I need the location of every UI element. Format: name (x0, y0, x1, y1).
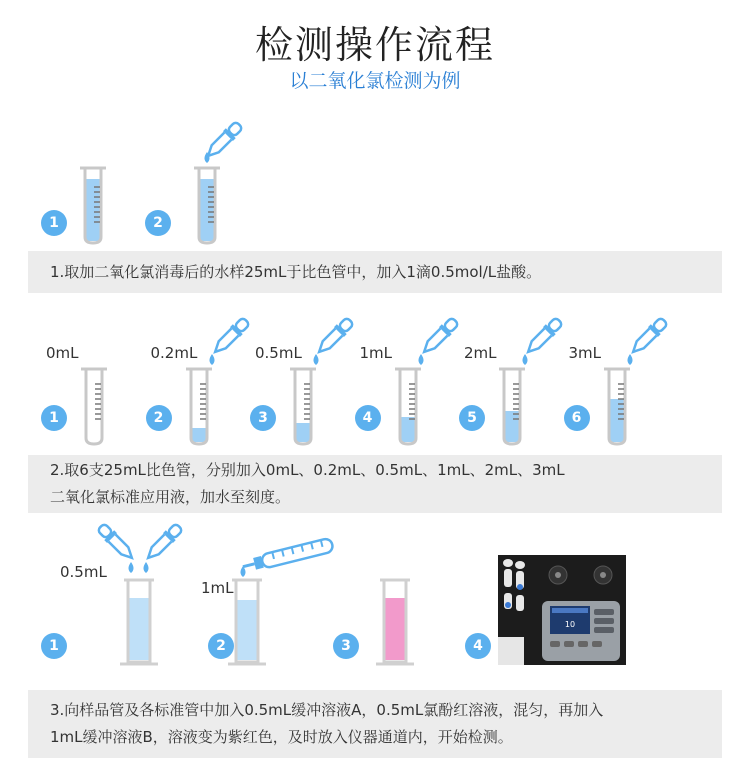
step2-text-line2: 二氧化氯标准应用液，加水至刻度。 (50, 488, 291, 506)
step1-instruction (28, 251, 722, 293)
step2-badge-5: 5 (459, 405, 485, 431)
page-subtitle: 以二氧化氯检测为例 (289, 70, 461, 92)
step2-volume-label-5: 2mL (464, 344, 497, 362)
step3-volume-2: 1mL (201, 579, 234, 597)
step2-volume-label-4: 1mL (359, 344, 393, 362)
step1-tube-1 (80, 165, 112, 245)
step1-badge-2: 2 (145, 210, 171, 236)
page-title: 检测操作流程 (254, 23, 495, 67)
step3-instrument-image (498, 555, 626, 665)
step2-badge-2: 2 (146, 405, 172, 431)
step3-dropper-left-icon (94, 520, 140, 566)
step3-volume-1: 0.5mL (60, 563, 107, 581)
step2-volume-label-6: 3mL (568, 344, 602, 362)
step2-tube-1 (81, 366, 113, 446)
step2-badge-1: 1 (41, 405, 67, 431)
step2-badge-4: 4 (355, 405, 381, 431)
step2-text-line1: 2.取6支25mL比色管，分别加入0mL、0.2mL、0.5mL、1mL、2mL、3mL (50, 461, 565, 479)
step2-dropper-icon-4 (416, 314, 462, 360)
step2-liquid-4 (400, 417, 416, 442)
step3-cylinder-1 (116, 578, 164, 668)
step2-volume-label-2: 0.2mL (150, 344, 198, 362)
step2-dropper-icon-2 (207, 314, 253, 360)
step3-badge-3: 3 (333, 633, 359, 659)
step2-badge-6: 6 (564, 405, 590, 431)
step2-tube-4 (395, 366, 427, 446)
step1-drop (202, 152, 212, 164)
step2-badge-3: 3 (250, 405, 276, 431)
step3-badge-4: 4 (465, 633, 491, 659)
step3-cylinder-3 (372, 578, 420, 668)
step3-text-line1: 3.向样品管及各标准管中加入0.5mL缓冲溶液A，0.5mL氯酚红溶液，混匀，再加入 (50, 701, 604, 719)
step2-tube-6 (604, 366, 636, 446)
step2-volume-label-3: 0.5mL (255, 344, 302, 362)
step3-pipette-drop (238, 566, 248, 578)
step2-tube-2 (186, 366, 218, 446)
step3-badge-1: 1 (41, 633, 67, 659)
step3-drops (126, 562, 154, 574)
step1-tube-2 (194, 165, 226, 245)
step2-dropper-icon-5 (520, 314, 566, 360)
step1-badge-1: 1 (41, 210, 67, 236)
step3-instruction (28, 690, 722, 758)
step3-badge-2: 2 (208, 633, 234, 659)
step2-dropper-icon-6 (625, 314, 671, 360)
step3-cylinder-2 (224, 578, 272, 668)
step2-liquid-2 (191, 428, 207, 442)
step2-liquid-3 (295, 423, 311, 442)
step3-pipette-icon (240, 540, 340, 574)
step3-dropper-right-icon (140, 520, 186, 566)
step2-liquid-6 (609, 399, 625, 442)
step2-instruction (28, 455, 722, 513)
step2-tube-5 (499, 366, 531, 446)
step2-volume-label-1: 0mL (46, 344, 79, 362)
step2-dropper-icon-3 (311, 314, 357, 360)
step2-liquid-5 (504, 411, 520, 442)
step2-tube-3 (290, 366, 322, 446)
step1-text: 1.取加二氧化氯消毒后的水样25mL于比色管中，加入1滴0.5mol/L盐酸。 (50, 262, 542, 281)
device-display-value: 10 (564, 620, 576, 629)
step3-text-line2: 1mL缓冲溶液B，溶液变为紫红色，及时放入仪器通道内，开始检测。 (50, 728, 513, 746)
